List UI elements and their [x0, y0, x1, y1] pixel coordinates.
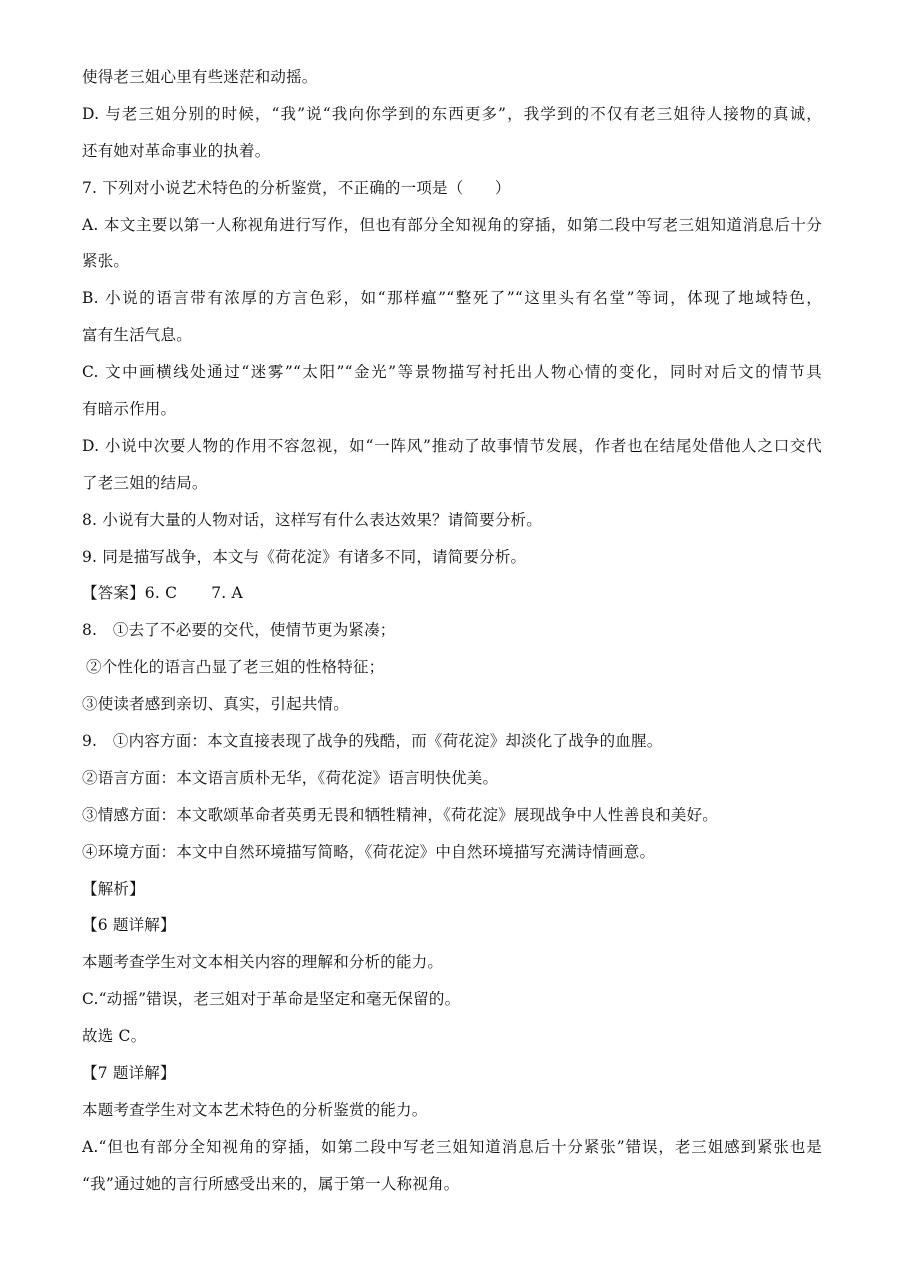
- question-8: 8. 小说有大量的人物对话，这样写有什么表达效果？请简要分析。: [82, 510, 542, 529]
- text-line: 本题考查学生对文本艺术特色的分析鉴赏的能力。: [82, 1100, 428, 1119]
- answer-9-point-4: ④环境方面：本文中自然环境描写简略，《荷花淀》中自然环境描写充满诗情画意。: [82, 842, 656, 861]
- text-line: “我”通过她的言行所感受出来的，属于第一人称视角。: [82, 1174, 460, 1193]
- answer-6: 【答案】6. C: [82, 584, 178, 603]
- question-7: 7. 下列对小说艺术特色的分析鉴赏，不正确的一项是（ ）: [82, 178, 511, 197]
- text-line: 故选 C。: [82, 1027, 147, 1046]
- question-9: 9. 同是描写战争，本文与《荷花淀》有诸多不同，请简要分析。: [82, 547, 527, 566]
- answer-8-point-2: ②个性化的语言凸显了老三姐的性格特征；: [86, 658, 385, 677]
- analysis-heading: 【解析】: [82, 879, 145, 898]
- text-line: 有暗示作用。: [82, 400, 177, 419]
- answer-9-point-1: 9. ①内容方面：本文直接表现了战争的残酷，而《荷花淀》却淡化了战争的血腥。: [82, 732, 663, 751]
- text-line: 还有她对革命事业的执着。: [82, 141, 271, 160]
- text-line: 本题考查学生对文本相关内容的理解和分析的能力。: [82, 953, 444, 972]
- option-a-line: A. 本文主要以第一人称视角进行写作，但也有部分全知视角的穿插，如第二段中写老三姐知道消息后十分: [82, 215, 822, 234]
- text-line: 使得老三姐心里有些迷茫和动摇。: [82, 68, 318, 86]
- text-line: A.“但也有部分全知视角的穿插，如第二段中写老三姐知道消息后十分紧张”错误，老三姐感到紧张也是: [82, 1137, 822, 1156]
- answer-8-point-3: ③使读者感到亲切、真实，引起共情。: [82, 695, 349, 714]
- answer-7: 7. A: [211, 584, 243, 603]
- answer-8-point-1: 8. ①去了不必要的交代，使情节更为紧凑；: [82, 621, 396, 640]
- option-b-line: B. 小说的语言带有浓厚的方言色彩，如“那样瘟”“整死了”“这里头有名堂”等词，体现了地域特色，: [82, 289, 822, 308]
- detail-7-heading: 【7 题详解】: [82, 1064, 176, 1083]
- detail-6-heading: 【6 题详解】: [82, 916, 176, 935]
- answer-line: [82, 582, 822, 604]
- text-line: 富有生活气息。: [82, 326, 192, 345]
- answer-9-point-3: ③情感方面：本文歌颂革命者英勇无畏和牺牲精神，《荷花淀》展现战争中人性善良和美好。: [82, 805, 718, 824]
- text-line: D. 与老三姐分别的时候，“我”说“我向你学到的东西更多”，我学到的不仅有老三姐待人接物的真诚，: [82, 104, 822, 123]
- text-line: C.“动摇”错误，老三姐对于革命是坚定和毫无保留的。: [82, 990, 461, 1009]
- answer-9-point-2: ②语言方面：本文语言质朴无华，《荷花淀》语言明快优美。: [82, 768, 499, 787]
- text-line: 紧张。: [82, 252, 130, 271]
- option-c-line: C. 文中画横线处通过“迷雾”“太阳”“金光”等景物描写衬托出人物心情的变化，同时对后文的情节具: [82, 363, 822, 382]
- option-d-line: D. 小说中次要人物的作用不容忽视，如“一阵风”推动了故事情节发展，作者也在结尾处借他人之口交代: [82, 436, 822, 455]
- document-page: [82, 66, 822, 1210]
- text-line: 了老三姐的结局。: [82, 473, 208, 492]
